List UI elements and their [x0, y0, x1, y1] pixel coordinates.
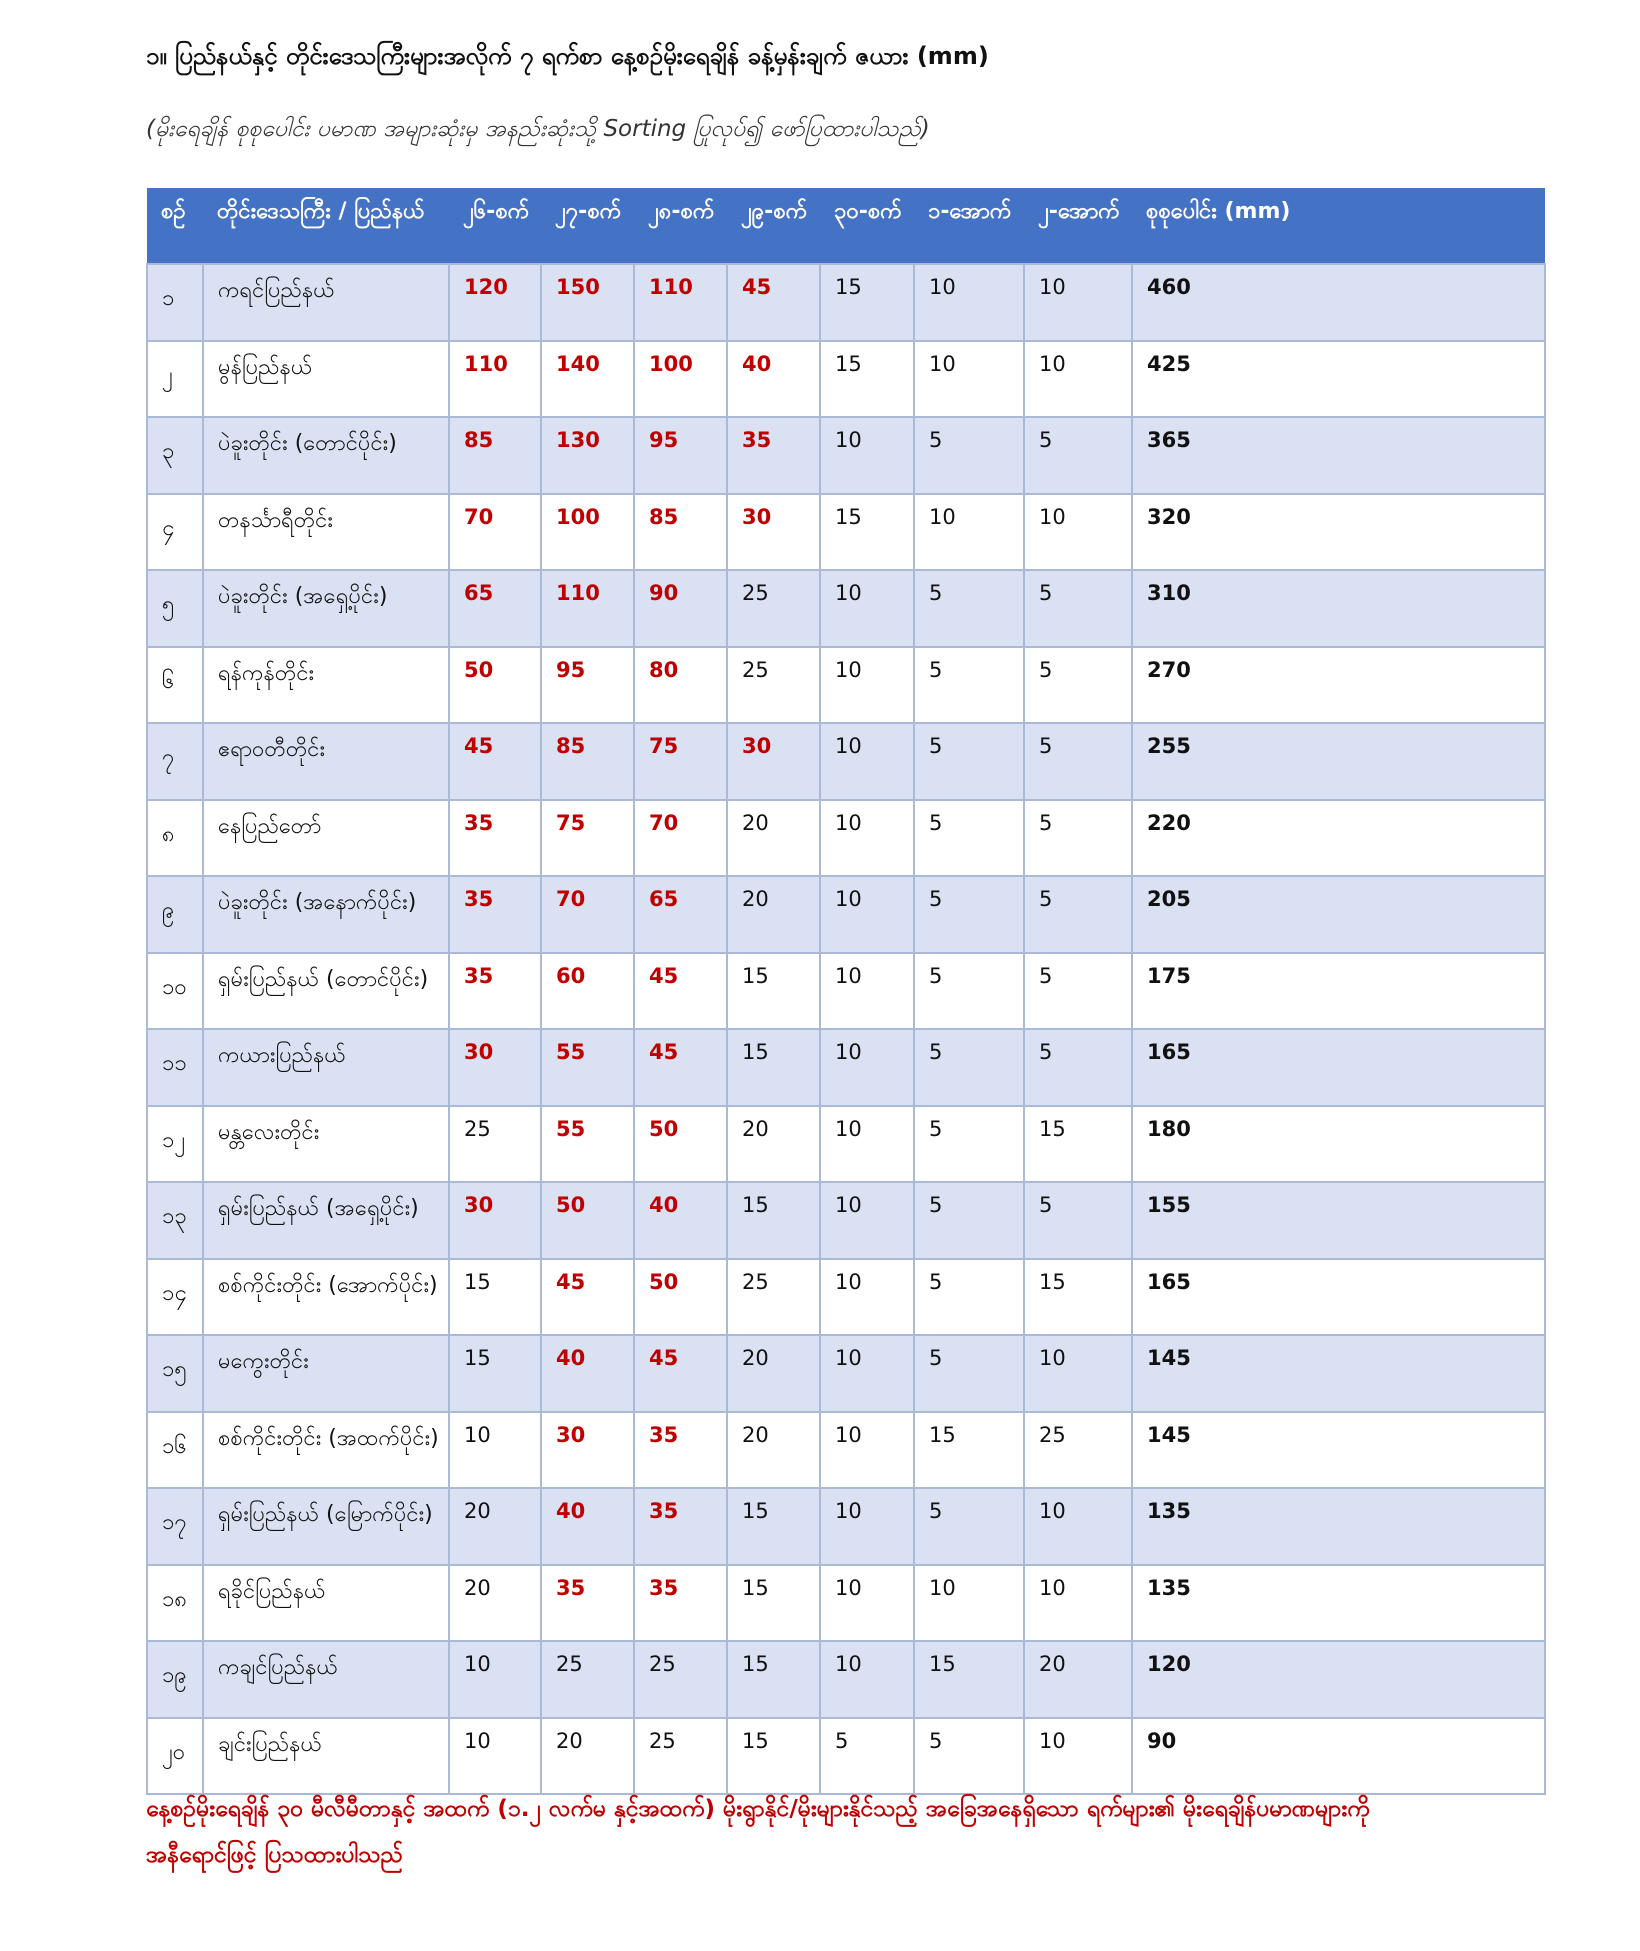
- region-name-cell: မွန်ပြည်နယ်: [203, 341, 449, 418]
- rainfall-cell: 45: [541, 1259, 634, 1336]
- rainfall-cell: 5: [914, 1718, 1024, 1795]
- column-header: ၂၉-စက်: [727, 188, 820, 264]
- page-title: ၁။ ပြည်နယ်နှင့် တိုင်းဒေသကြီးများအလိုက် ၇ ရက်စာ နေ့စဉ်မိုးရေချိန် ခန့်မှန်းချက် ဇယား (mm): [146, 42, 989, 70]
- rainfall-cell: 5: [914, 1182, 1024, 1259]
- rainfall-cell: 50: [541, 1182, 634, 1259]
- region-name-cell: ပဲခူးတိုင်း (အရှေ့ပိုင်း): [203, 570, 449, 647]
- footnote-line-2: အနီရောင်ဖြင့် ပြသထားပါသည်: [146, 1842, 404, 1868]
- rainfall-cell: 10: [820, 1106, 914, 1183]
- rainfall-cell: 5: [1024, 1029, 1132, 1106]
- rainfall-cell: 15: [820, 494, 914, 571]
- rainfall-cell: 10: [820, 1029, 914, 1106]
- column-header: စဉ်: [147, 188, 203, 264]
- rainfall-cell: 10: [820, 1182, 914, 1259]
- rainfall-cell: 35: [634, 1565, 727, 1642]
- rainfall-cell: 15: [820, 264, 914, 341]
- rainfall-cell: 20: [727, 1335, 820, 1412]
- table-row: [147, 570, 1545, 647]
- column-header: တိုင်းဒေသကြီး / ပြည်နယ်: [203, 188, 449, 264]
- rainfall-cell: 5: [1024, 800, 1132, 877]
- footnote-line-1: နေ့စဉ်မိုးရေချိန် ၃၀ မီလီမီတာနှင့် အထက် (၁.၂ လက်မ နှင့်အထက်) မိုးရွာနိုင်/မိုးများနိုင်သည့် အခြေအနေရှိသော ရက်များ၏ မိုးရေချိန်ပမာဏများကို: [146, 1796, 1370, 1822]
- rainfall-cell: 40: [541, 1488, 634, 1565]
- row-number-cell: ၁၈: [147, 1565, 203, 1642]
- rainfall-cell: 5: [914, 1029, 1024, 1106]
- rainfall-cell: 40: [634, 1182, 727, 1259]
- rainfall-cell: 25: [727, 1259, 820, 1336]
- rainfall-cell: 10: [820, 876, 914, 953]
- rainfall-cell: 20: [1024, 1641, 1132, 1718]
- rainfall-cell: 120: [449, 264, 541, 341]
- rainfall-cell: 10: [820, 417, 914, 494]
- rainfall-cell: 100: [634, 341, 727, 418]
- row-number-cell: ၄: [147, 494, 203, 571]
- rainfall-cell: 45: [634, 953, 727, 1030]
- rainfall-cell: 50: [634, 1106, 727, 1183]
- rainfall-cell: 15: [727, 1182, 820, 1259]
- row-number-cell: ၁၁: [147, 1029, 203, 1106]
- table-row: [147, 1335, 1545, 1412]
- region-name-cell: စစ်ကိုင်းတိုင်း (အထက်ပိုင်း): [203, 1412, 449, 1489]
- rainfall-cell: 80: [634, 647, 727, 724]
- rainfall-cell: 10: [820, 570, 914, 647]
- rainfall-cell: 10: [820, 800, 914, 877]
- rainfall-cell: 15: [1024, 1259, 1132, 1336]
- total-cell: 135: [1132, 1488, 1545, 1565]
- rainfall-cell: 150: [541, 264, 634, 341]
- rainfall-cell: 30: [727, 494, 820, 571]
- rainfall-cell: 70: [449, 494, 541, 571]
- rainfall-cell: 110: [634, 264, 727, 341]
- rainfall-cell: 25: [449, 1106, 541, 1183]
- rainfall-cell: 5: [914, 723, 1024, 800]
- rainfall-cell: 5: [1024, 953, 1132, 1030]
- total-cell: 145: [1132, 1412, 1545, 1489]
- rainfall-cell: 30: [449, 1182, 541, 1259]
- rainfall-cell: 20: [727, 800, 820, 877]
- row-number-cell: ၂၀: [147, 1718, 203, 1795]
- rainfall-cell: 130: [541, 417, 634, 494]
- region-name-cell: ဧရာဝတီတိုင်း: [203, 723, 449, 800]
- rainfall-cell: 15: [727, 1029, 820, 1106]
- column-header: ၁-အောက်: [914, 188, 1024, 264]
- rainfall-cell: 10: [914, 264, 1024, 341]
- rainfall-cell: 65: [449, 570, 541, 647]
- rainfall-cell: 10: [914, 494, 1024, 571]
- rainfall-cell: 10: [820, 647, 914, 724]
- table-row: [147, 341, 1545, 418]
- rainfall-cell: 5: [914, 1335, 1024, 1412]
- rainfall-cell: 35: [727, 417, 820, 494]
- region-name-cell: ရှမ်းပြည်နယ် (အရှေ့ပိုင်း): [203, 1182, 449, 1259]
- region-name-cell: ကရင်ပြည်နယ်: [203, 264, 449, 341]
- region-name-cell: ကချင်ပြည်နယ်: [203, 1641, 449, 1718]
- rainfall-cell: 5: [1024, 570, 1132, 647]
- table-body: [147, 264, 1545, 1794]
- total-cell: 310: [1132, 570, 1545, 647]
- rainfall-cell: 5: [1024, 417, 1132, 494]
- table-row: [147, 417, 1545, 494]
- rainfall-cell: 35: [449, 800, 541, 877]
- rainfall-cell: 45: [449, 723, 541, 800]
- rainfall-cell: 85: [634, 494, 727, 571]
- total-cell: 155: [1132, 1182, 1545, 1259]
- table-row: [147, 1106, 1545, 1183]
- row-number-cell: ၉: [147, 876, 203, 953]
- region-name-cell: မန္တလေးတိုင်း: [203, 1106, 449, 1183]
- rainfall-cell: 10: [1024, 1565, 1132, 1642]
- rainfall-cell: 30: [727, 723, 820, 800]
- rainfall-cell: 25: [541, 1641, 634, 1718]
- rainfall-cell: 10: [1024, 1718, 1132, 1795]
- table-row: [147, 876, 1545, 953]
- table-row: [147, 494, 1545, 571]
- row-number-cell: ၂: [147, 341, 203, 418]
- table-row: [147, 1488, 1545, 1565]
- region-name-cell: ရှမ်းပြည်နယ် (မြောက်ပိုင်း): [203, 1488, 449, 1565]
- row-number-cell: ၈: [147, 800, 203, 877]
- table-row: [147, 723, 1545, 800]
- row-number-cell: ၁၅: [147, 1335, 203, 1412]
- table-row: [147, 1718, 1545, 1795]
- rainfall-cell: 10: [820, 723, 914, 800]
- row-number-cell: ၁၃: [147, 1182, 203, 1259]
- rainfall-cell: 70: [541, 876, 634, 953]
- table-row: [147, 1182, 1545, 1259]
- rainfall-cell: 10: [1024, 1488, 1132, 1565]
- rainfall-cell: 10: [1024, 1335, 1132, 1412]
- rainfall-cell: 20: [727, 876, 820, 953]
- rainfall-cell: 35: [449, 953, 541, 1030]
- rainfall-cell: 5: [1024, 1182, 1132, 1259]
- total-cell: 175: [1132, 953, 1545, 1030]
- rainfall-cell: 110: [541, 570, 634, 647]
- rainfall-cell: 20: [727, 1412, 820, 1489]
- rainfall-cell: 5: [1024, 723, 1132, 800]
- footnote: [146, 1786, 1566, 1878]
- rainfall-cell: 95: [634, 417, 727, 494]
- row-number-cell: ၃: [147, 417, 203, 494]
- rainfall-cell: 30: [449, 1029, 541, 1106]
- table-row: [147, 1259, 1545, 1336]
- rainfall-cell: 75: [541, 800, 634, 877]
- table-row: [147, 1029, 1545, 1106]
- rainfall-cell: 10: [449, 1718, 541, 1795]
- total-cell: 320: [1132, 494, 1545, 571]
- rainfall-cell: 5: [914, 647, 1024, 724]
- page-subtitle: (မိုးရေချိန် စုစုပေါင်း ပမာဏ အများဆုံးမှ အနည်းဆုံးသို့ Sorting ပြုလုပ်၍ ဖော်ပြထားပါသည်): [146, 116, 930, 142]
- row-number-cell: ၁၄: [147, 1259, 203, 1336]
- rainfall-cell: 15: [727, 953, 820, 1030]
- rainfall-cell: 20: [727, 1106, 820, 1183]
- rainfall-cell: 90: [634, 570, 727, 647]
- rainfall-cell: 50: [634, 1259, 727, 1336]
- total-cell: 165: [1132, 1259, 1545, 1336]
- column-header: စုစုပေါင်း (mm): [1132, 188, 1545, 264]
- row-number-cell: ၁၀: [147, 953, 203, 1030]
- rainfall-cell: 5: [914, 1259, 1024, 1336]
- rainfall-cell: 35: [541, 1565, 634, 1642]
- rainfall-cell: 65: [634, 876, 727, 953]
- rainfall-cell: 10: [914, 1565, 1024, 1642]
- rainfall-cell: 15: [1024, 1106, 1132, 1183]
- rainfall-cell: 15: [727, 1641, 820, 1718]
- total-cell: 90: [1132, 1718, 1545, 1795]
- rainfall-cell: 10: [820, 1641, 914, 1718]
- rainfall-cell: 15: [914, 1641, 1024, 1718]
- rainfall-cell: 5: [914, 1106, 1024, 1183]
- total-cell: 220: [1132, 800, 1545, 877]
- rainfall-cell: 50: [449, 647, 541, 724]
- rainfall-cell: 5: [914, 800, 1024, 877]
- rainfall-cell: 5: [820, 1718, 914, 1795]
- rainfall-cell: 10: [820, 953, 914, 1030]
- total-cell: 365: [1132, 417, 1545, 494]
- rainfall-cell: 55: [541, 1106, 634, 1183]
- rainfall-cell: 110: [449, 341, 541, 418]
- region-name-cell: စစ်ကိုင်းတိုင်း (အောက်ပိုင်း): [203, 1259, 449, 1336]
- rainfall-cell: 15: [449, 1259, 541, 1336]
- rainfall-cell: 60: [541, 953, 634, 1030]
- column-header: ၂၈-စက်: [634, 188, 727, 264]
- column-header: ၂-အောက်: [1024, 188, 1132, 264]
- rainfall-cell: 30: [541, 1412, 634, 1489]
- table-row: [147, 1565, 1545, 1642]
- rainfall-cell: 5: [1024, 647, 1132, 724]
- rainfall-cell: 5: [914, 1488, 1024, 1565]
- row-number-cell: ၁၉: [147, 1641, 203, 1718]
- total-cell: 460: [1132, 264, 1545, 341]
- rainfall-cell: 5: [914, 876, 1024, 953]
- total-cell: 180: [1132, 1106, 1545, 1183]
- total-cell: 255: [1132, 723, 1545, 800]
- rainfall-forecast-table: [146, 188, 1546, 1795]
- rainfall-cell: 70: [634, 800, 727, 877]
- rainfall-cell: 75: [634, 723, 727, 800]
- rainfall-cell: 25: [727, 570, 820, 647]
- total-cell: 165: [1132, 1029, 1545, 1106]
- rainfall-cell: 100: [541, 494, 634, 571]
- rainfall-cell: 25: [1024, 1412, 1132, 1489]
- total-cell: 205: [1132, 876, 1545, 953]
- rainfall-cell: 25: [634, 1718, 727, 1795]
- rainfall-cell: 5: [914, 953, 1024, 1030]
- region-name-cell: ပဲခူးတိုင်း (တောင်ပိုင်း): [203, 417, 449, 494]
- table-row: [147, 800, 1545, 877]
- rainfall-cell: 5: [914, 570, 1024, 647]
- rainfall-cell: 15: [727, 1565, 820, 1642]
- total-cell: 425: [1132, 341, 1545, 418]
- rainfall-cell: 15: [727, 1488, 820, 1565]
- region-name-cell: ရှမ်းပြည်နယ် (တောင်ပိုင်း): [203, 953, 449, 1030]
- rainfall-cell: 10: [449, 1641, 541, 1718]
- region-name-cell: နေပြည်တော်: [203, 800, 449, 877]
- table-row: [147, 264, 1545, 341]
- rainfall-cell: 40: [727, 341, 820, 418]
- rainfall-cell: 15: [820, 341, 914, 418]
- region-name-cell: ရန်ကုန်တိုင်း: [203, 647, 449, 724]
- rainfall-cell: 10: [820, 1565, 914, 1642]
- row-number-cell: ၁: [147, 264, 203, 341]
- table-row: [147, 953, 1545, 1030]
- rainfall-cell: 10: [820, 1335, 914, 1412]
- rainfall-cell: 95: [541, 647, 634, 724]
- region-name-cell: ပဲခူးတိုင်း (အနောက်ပိုင်း): [203, 876, 449, 953]
- rainfall-cell: 15: [914, 1412, 1024, 1489]
- region-name-cell: ကယားပြည်နယ်: [203, 1029, 449, 1106]
- total-cell: 270: [1132, 647, 1545, 724]
- rainfall-cell: 25: [727, 647, 820, 724]
- rainfall-cell: 15: [727, 1718, 820, 1795]
- rainfall-cell: 140: [541, 341, 634, 418]
- rainfall-cell: 10: [1024, 494, 1132, 571]
- row-number-cell: ၁၂: [147, 1106, 203, 1183]
- rainfall-cell: 10: [914, 341, 1024, 418]
- rainfall-cell: 85: [449, 417, 541, 494]
- total-cell: 120: [1132, 1641, 1545, 1718]
- rainfall-cell: 45: [634, 1335, 727, 1412]
- total-cell: 135: [1132, 1565, 1545, 1642]
- region-name-cell: တနင်္သာရီတိုင်း: [203, 494, 449, 571]
- total-cell: 145: [1132, 1335, 1545, 1412]
- column-header: ၃၀-စက်: [820, 188, 914, 264]
- rainfall-cell: 10: [449, 1412, 541, 1489]
- column-header: ၂၆-စက်: [449, 188, 541, 264]
- rainfall-cell: 10: [1024, 341, 1132, 418]
- region-name-cell: ရခိုင်ပြည်နယ်: [203, 1565, 449, 1642]
- rainfall-cell: 20: [449, 1488, 541, 1565]
- row-number-cell: ၇: [147, 723, 203, 800]
- rainfall-cell: 15: [449, 1335, 541, 1412]
- table-row: [147, 647, 1545, 724]
- region-name-cell: မကွေးတိုင်း: [203, 1335, 449, 1412]
- rainfall-cell: 20: [449, 1565, 541, 1642]
- region-name-cell: ချင်းပြည်နယ်: [203, 1718, 449, 1795]
- rainfall-cell: 35: [634, 1488, 727, 1565]
- rainfall-cell: 5: [914, 417, 1024, 494]
- rainfall-cell: 40: [541, 1335, 634, 1412]
- table-row: [147, 1641, 1545, 1718]
- rainfall-cell: 10: [820, 1412, 914, 1489]
- row-number-cell: ၆: [147, 647, 203, 724]
- rainfall-cell: 20: [541, 1718, 634, 1795]
- row-number-cell: ၁၇: [147, 1488, 203, 1565]
- rainfall-cell: 35: [634, 1412, 727, 1489]
- column-header: ၂၇-စက်: [541, 188, 634, 264]
- rainfall-cell: 10: [1024, 264, 1132, 341]
- row-number-cell: ၅: [147, 570, 203, 647]
- rainfall-cell: 45: [634, 1029, 727, 1106]
- rainfall-cell: 45: [727, 264, 820, 341]
- rainfall-cell: 10: [820, 1259, 914, 1336]
- table-row: [147, 1412, 1545, 1489]
- rainfall-cell: 85: [541, 723, 634, 800]
- rainfall-cell: 35: [449, 876, 541, 953]
- rainfall-cell: 55: [541, 1029, 634, 1106]
- rainfall-cell: 10: [820, 1488, 914, 1565]
- rainfall-cell: 5: [1024, 876, 1132, 953]
- row-number-cell: ၁၆: [147, 1412, 203, 1489]
- rainfall-cell: 25: [634, 1641, 727, 1718]
- table-header-row: [147, 188, 1545, 264]
